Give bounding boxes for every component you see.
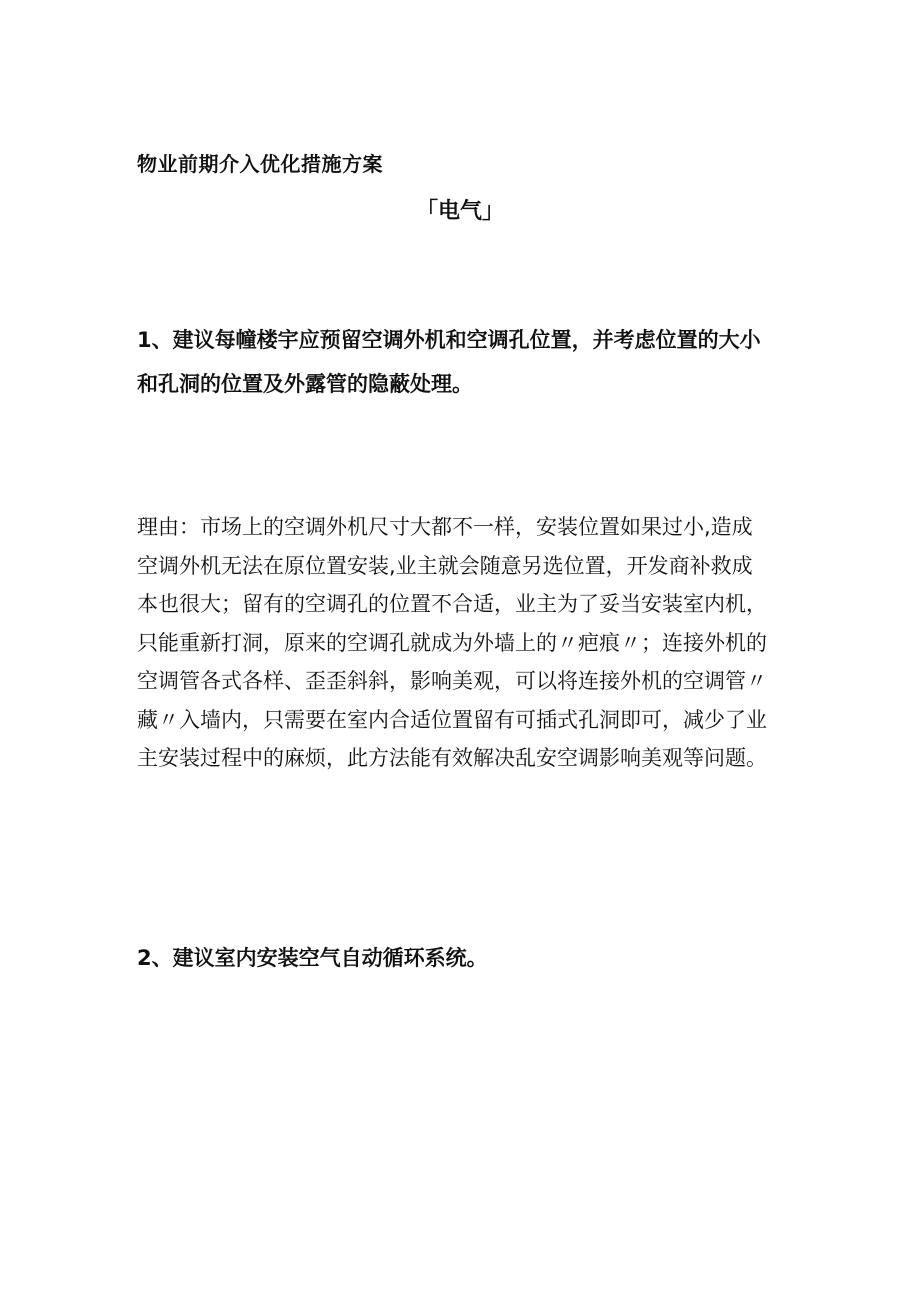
section-1-heading-line: 1、建议每幢楼宇应预留空调外机和空调孔位置，并考虑位置的大小 xyxy=(137,328,761,352)
section-1-heading-line: 和孔洞的位置及外露管的隐蔽处理。 xyxy=(137,372,473,396)
section-1-heading xyxy=(137,318,797,406)
reason-line: 本也很大；留有的空调孔的位置不合适，业主为了妥当安装室内机， xyxy=(137,592,767,616)
reason-line: 主安装过程中的麻烦，此方法能有效解决乱安空调影响美观等问题。 xyxy=(137,746,767,770)
reason-line: 只能重新打洞，原来的空调孔就成为外墙上的〃疤痕〃；连接外机的 xyxy=(137,630,767,655)
section-1-reason xyxy=(137,508,817,778)
reason-line: 藏〃入墙内，只需要在室内合适位置留有可插式孔洞即可，减少了业 xyxy=(137,707,767,732)
document-title: 物业前期介入优化措施方案 xyxy=(137,152,383,176)
reason-line: 空调管各式各样、歪歪斜斜，影响美观，可以将连接外机的空调管〃 xyxy=(137,669,767,693)
reason-line: 理由：市场上的空调外机尺寸大都不一样，安装位置如果过小,造成 xyxy=(137,515,753,539)
section-2-heading-line: 2、建议室内安装空气自动循环系统。 xyxy=(137,946,488,970)
section-2-heading xyxy=(137,936,797,980)
document-subtitle: 「电气」 xyxy=(415,199,504,224)
reason-line: 空调外机无法在原位置安装,业主就会随意另选位置，开发商补救成 xyxy=(137,553,753,578)
